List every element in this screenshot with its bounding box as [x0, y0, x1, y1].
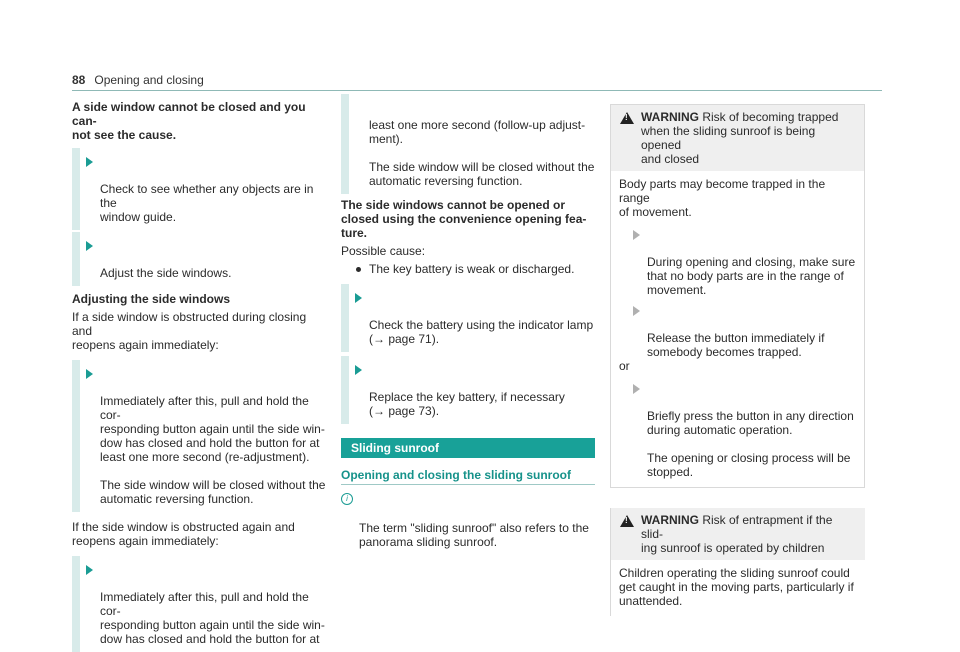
warning-label: WARNING [641, 110, 699, 124]
info-icon: i [341, 493, 353, 505]
step-text: Immediately after this, pull and hold the cor- responding button again until the side win- dow has closed and hold the button for at least one more second (re-adjustment). [100, 394, 325, 464]
warning-body [611, 560, 865, 616]
step-arrow-icon [86, 369, 93, 379]
warning-header [611, 508, 865, 560]
step-text: During opening and closing, make sure that no body parts are in the range of movement. [647, 255, 856, 297]
step-arrow-icon [86, 241, 93, 251]
column-1 [72, 100, 326, 646]
bullet-text: The key battery is weak or discharged. [369, 262, 575, 276]
step-result [72, 464, 326, 506]
step-result-text: The side window will be closed without the automatic reversing function. [369, 160, 595, 188]
warning-text: Body parts may become trapped in the range of movement. [619, 177, 826, 219]
instruction-step [72, 562, 326, 646]
header-rule [72, 90, 882, 91]
warning-step [619, 303, 856, 359]
cause-bullet [341, 262, 595, 276]
section-title: Opening and closing [94, 73, 204, 87]
step-arrow-icon [86, 565, 93, 575]
step-text: Immediately after this, pull and hold the cor- responding button again until the side win- dow has closed and hold the button for at [100, 590, 325, 646]
section-bar: Sliding sunroof [341, 438, 595, 458]
step-text: least one more second (follow-up adjust- ment). [369, 118, 586, 146]
warning-box-2 [610, 508, 865, 616]
page-number: 88 [72, 73, 86, 87]
step-result-text: The opening or closing process will be stopped. [647, 451, 851, 479]
warning-header [611, 105, 864, 171]
step-arrow-icon [86, 157, 93, 167]
warning-icon [620, 515, 634, 527]
step-text: Check to see whether any objects are in the window guide. [100, 182, 314, 224]
subsection-heading: Adjusting the side windows [72, 292, 231, 306]
paragraph: If the side window is obstructed again and reopens again immediately: [72, 520, 295, 548]
step-continuation [341, 104, 595, 188]
step-text: Adjust the side windows. [100, 266, 232, 280]
page-header [72, 73, 204, 87]
problem-heading-2: The side windows cannot be opened or closed using the convenience opening fea- ture. [341, 198, 587, 240]
column-3 [610, 100, 865, 616]
paragraph: If a side window is obstructed during closing and reopens again immediately: [72, 310, 307, 352]
step-result-text: The side window will be closed without the automatic reversing function. [100, 478, 326, 506]
step-arrow-icon [633, 384, 640, 394]
column-2 [341, 100, 595, 549]
warning-box [610, 104, 865, 488]
warning-title: Risk of becoming trapped when the sliding sunroof is being opened and closed [641, 110, 839, 166]
step-arrow-icon [355, 365, 362, 375]
step-text: Check the battery using the indicator lamp (→ page 71). [369, 318, 594, 346]
step-text: Replace the key battery, if necessary (→ page 73). [369, 390, 565, 418]
instruction-step [72, 366, 326, 464]
info-note [341, 493, 595, 549]
warning-label: WARNING [641, 513, 699, 527]
info-text: The term "sliding sunroof" also refers to the panorama sliding sunroof. [359, 521, 589, 549]
warning-title: Risk of entrapment if the slid- ing sunroof is operated by children [641, 513, 833, 555]
subsection-heading: Opening and closing the sliding sunroof [341, 468, 595, 485]
problem-heading-1: A side window cannot be closed and you can- not see the cause. [72, 100, 306, 142]
warning-step [619, 381, 856, 479]
instruction-step [72, 238, 326, 280]
step-arrow-icon [633, 306, 640, 316]
step-arrow-icon [355, 293, 362, 303]
warning-step [619, 227, 856, 297]
warning-icon [620, 112, 634, 124]
warning-body [611, 171, 864, 487]
or-label: or [619, 359, 630, 373]
instruction-step [341, 362, 595, 418]
possible-cause-label: Possible cause: [341, 244, 426, 258]
step-text: Briefly press the button in any direction during automatic operation. [647, 409, 854, 437]
instruction-step [72, 154, 326, 224]
step-arrow-icon [633, 230, 640, 240]
bullet-icon [356, 267, 361, 272]
instruction-step [341, 290, 595, 346]
step-text: Release the button immediately if somebody becomes trapped. [647, 331, 825, 359]
warning-text: Children operating the sliding sunroof could get caught in the moving parts, particularly if unattended. [619, 566, 854, 608]
